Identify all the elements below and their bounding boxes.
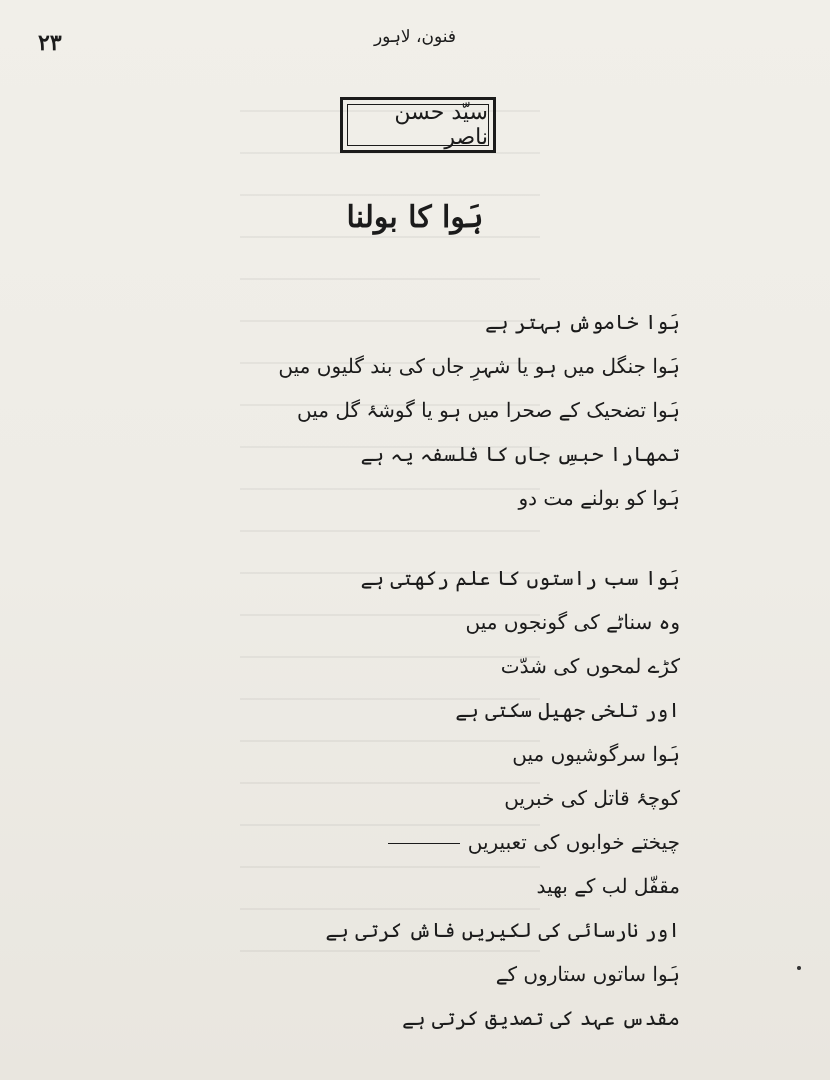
poem-line: ہَوا تضحیک کے صحرا میں ہو یا گوشۂ گل میں xyxy=(297,398,680,422)
dash-rule xyxy=(388,843,460,844)
poem-line: ہَوا کو بولنے مت دو xyxy=(518,486,680,510)
poem-line: تمھارا حبسِ جاں کا فلسفہ یہ ہے xyxy=(360,442,680,466)
poem-line: کوچۂ قاتل کی خبریں xyxy=(504,786,680,810)
poem-line: اور تلخی جھیل سکتی ہے xyxy=(455,698,680,722)
poem-line: مقفّل لب کے بھید xyxy=(536,874,680,898)
poem-line: ہَوا جنگل میں ہو یا شہرِ جاں کی بند گلیوں میں xyxy=(278,354,680,378)
page-number: ۲۳ xyxy=(38,30,62,56)
poem-title: ہَوا کا بولنا xyxy=(346,200,484,235)
poem-line: ہَوا سب راستوں کا علم رکھتی ہے xyxy=(360,566,680,590)
poem-line: کڑے لمحوں کی شدّت xyxy=(500,654,680,678)
poem-line: ہَوا ساتوں ستاروں کے xyxy=(495,962,680,986)
ink-speck xyxy=(797,966,801,970)
running-head: فنون، لاہور xyxy=(373,27,457,47)
poem-line: مقدس عہد کی تصدیق کرتی ہے xyxy=(402,1006,680,1030)
poem-body xyxy=(120,300,680,1040)
poem-line: وہ سناٹے کی گونجوں میں xyxy=(465,610,680,634)
poem-line: ہَوا خاموش بہتر ہے xyxy=(485,310,680,334)
author-box xyxy=(340,97,496,153)
stanza-break xyxy=(120,520,680,556)
author-name: سیّد حسن ناصر xyxy=(347,104,489,146)
poem-line: ہَوا سرگوشیوں میں xyxy=(512,742,680,766)
poem-line: اور نارسائی کی لکیریں فاش کرتی ہے xyxy=(325,918,680,942)
poem-line xyxy=(120,820,680,864)
poem-line-text: چیختے خوابوں کی تعبیریں xyxy=(467,830,680,854)
